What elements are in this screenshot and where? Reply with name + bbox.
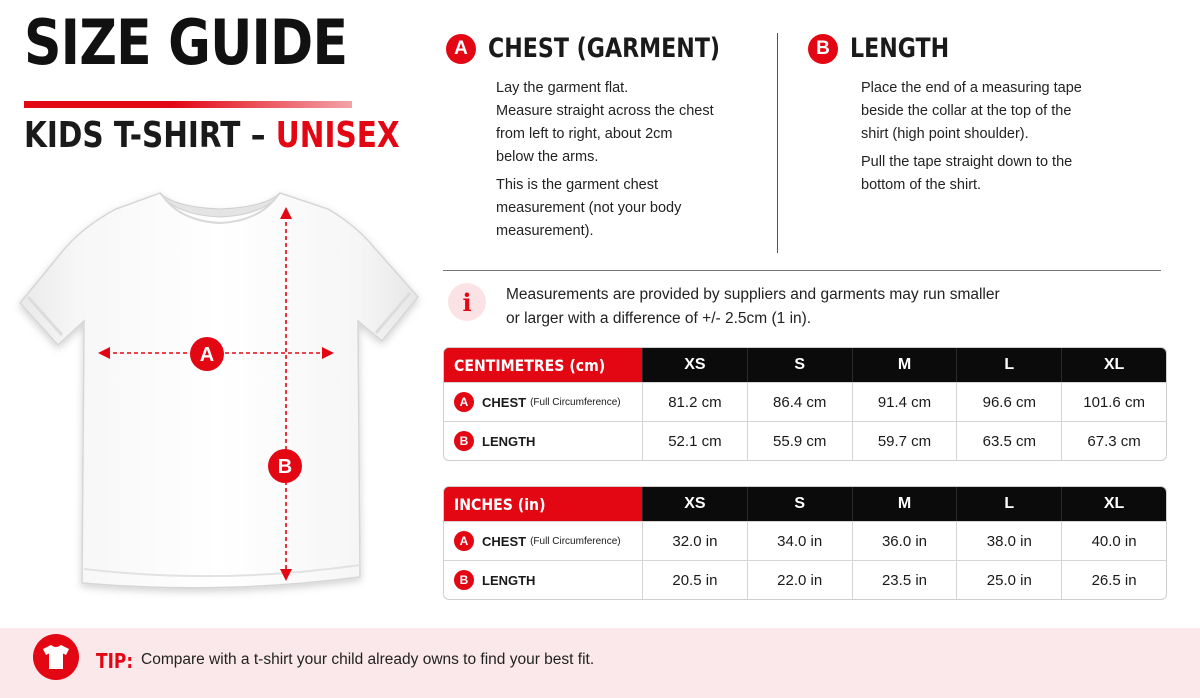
table-cell: 67.3 cm	[1061, 422, 1166, 460]
subtitle-accent: UNISEX	[275, 115, 400, 156]
chest-row-badge: A	[454, 392, 474, 412]
table-row	[444, 382, 1166, 421]
chest-line: Lay the garment flat.	[496, 80, 629, 96]
table-cell: 36.0 in	[852, 522, 957, 560]
info-note	[506, 283, 1106, 331]
tip-label: TIP:	[96, 649, 134, 673]
chest-section-header	[446, 33, 771, 64]
chest-line: below the arms.	[496, 149, 599, 165]
table-cell: 91.4 cm	[852, 383, 957, 421]
length-row-badge: B	[454, 570, 474, 590]
section-divider-vertical	[777, 33, 778, 253]
chest-line: measurement).	[496, 223, 594, 239]
size-header: M	[852, 348, 957, 382]
table-cell: 25.0 in	[956, 561, 1061, 599]
tshirt-body	[20, 193, 418, 588]
row-label-chest	[444, 522, 642, 560]
length-badge: B	[808, 34, 838, 64]
size-header: S	[747, 348, 852, 382]
in-size-table	[443, 486, 1167, 600]
size-header: M	[852, 487, 957, 521]
chest-instructions	[496, 77, 714, 243]
length-row-label: LENGTH	[482, 572, 536, 588]
badge-b-text: B	[277, 456, 293, 478]
size-header: XS	[642, 487, 747, 521]
table-cell: 20.5 in	[642, 561, 747, 599]
table-cell: 52.1 cm	[642, 422, 747, 460]
page-title: SIZE GUIDE	[24, 6, 348, 79]
chest-paragraph-1	[496, 77, 714, 169]
subtitle-main: KIDS T-SHIRT –	[24, 115, 266, 156]
length-line: bottom of the shirt.	[861, 177, 982, 193]
table-cell: 22.0 in	[747, 561, 852, 599]
tshirt-glyph	[41, 644, 71, 670]
chest-row-badge: A	[454, 531, 474, 551]
table-cell: 86.4 cm	[747, 383, 852, 421]
length-line: beside the collar at the top of the	[861, 103, 1072, 119]
chest-line: This is the garment chest	[496, 177, 658, 193]
chest-line: measurement (not your body	[496, 200, 682, 216]
length-row-badge: B	[454, 431, 474, 451]
badge-a-text: A	[199, 344, 215, 366]
chest-line: Measure straight across the chest	[496, 103, 714, 119]
size-header: L	[956, 487, 1061, 521]
length-section-title: LENGTH	[850, 33, 950, 64]
size-header: S	[747, 487, 852, 521]
length-line: Place the end of a measuring tape	[861, 80, 1082, 96]
size-header: XS	[642, 348, 747, 382]
length-instructions	[861, 77, 1082, 197]
table-cell: 32.0 in	[642, 522, 747, 560]
length-section-header	[808, 33, 971, 64]
chest-row-note: (Full Circumference)	[530, 396, 621, 408]
chest-line: from left to right, about 2cm	[496, 126, 673, 142]
cm-table-unit-header	[444, 348, 642, 382]
in-unit-label: INCHES (in)	[454, 494, 546, 514]
chest-badge: A	[446, 34, 476, 64]
row-label-length	[444, 422, 642, 460]
cm-size-table	[443, 347, 1167, 461]
chest-row-label: CHEST	[482, 533, 527, 549]
tshirt-icon	[33, 634, 79, 680]
table-row	[444, 560, 1166, 599]
in-table-header-row	[444, 487, 1166, 521]
length-paragraph-1	[861, 77, 1082, 146]
info-line-2: or larger with a difference of +/- 2.5cm (1 in).	[506, 310, 812, 327]
size-header: L	[956, 348, 1061, 382]
section-divider-horizontal	[443, 270, 1161, 271]
length-line: Pull the tape straight down to the	[861, 154, 1073, 170]
table-cell: 55.9 cm	[747, 422, 852, 460]
chest-section-title: CHEST (GARMENT)	[488, 33, 721, 64]
table-cell: 59.7 cm	[852, 422, 957, 460]
cm-unit-label: CENTIMETRES (cm)	[454, 355, 606, 375]
chest-row-note: (Full Circumference)	[530, 535, 621, 547]
table-row	[444, 421, 1166, 460]
table-cell: 40.0 in	[1061, 522, 1166, 560]
cm-table-header-row	[444, 348, 1166, 382]
info-icon: i	[448, 283, 486, 321]
length-paragraph-2	[861, 151, 1082, 197]
table-cell: 26.5 in	[1061, 561, 1166, 599]
table-cell: 63.5 cm	[956, 422, 1061, 460]
tshirt-diagram	[10, 185, 430, 605]
size-header: XL	[1061, 348, 1166, 382]
table-cell: 38.0 in	[956, 522, 1061, 560]
info-line-1: Measurements are provided by suppliers and garments may run smaller	[506, 286, 1000, 303]
table-cell: 23.5 in	[852, 561, 957, 599]
tip-text: Compare with a t-shirt your child already owns to find your best fit.	[141, 651, 595, 668]
length-row-label: LENGTH	[482, 433, 536, 449]
chest-row-label: CHEST	[482, 394, 527, 410]
row-label-length	[444, 561, 642, 599]
length-line: shirt (high point shoulder).	[861, 126, 1029, 142]
chest-paragraph-2	[496, 174, 714, 243]
row-label-chest	[444, 383, 642, 421]
table-cell: 81.2 cm	[642, 383, 747, 421]
table-cell: 101.6 cm	[1061, 383, 1166, 421]
table-row	[444, 521, 1166, 560]
page-subtitle	[24, 115, 400, 156]
table-cell: 34.0 in	[747, 522, 852, 560]
tshirt-illustration	[10, 185, 430, 605]
in-table-unit-header	[444, 487, 642, 521]
title-underline	[24, 101, 352, 108]
table-cell: 96.6 cm	[956, 383, 1061, 421]
size-header: XL	[1061, 487, 1166, 521]
